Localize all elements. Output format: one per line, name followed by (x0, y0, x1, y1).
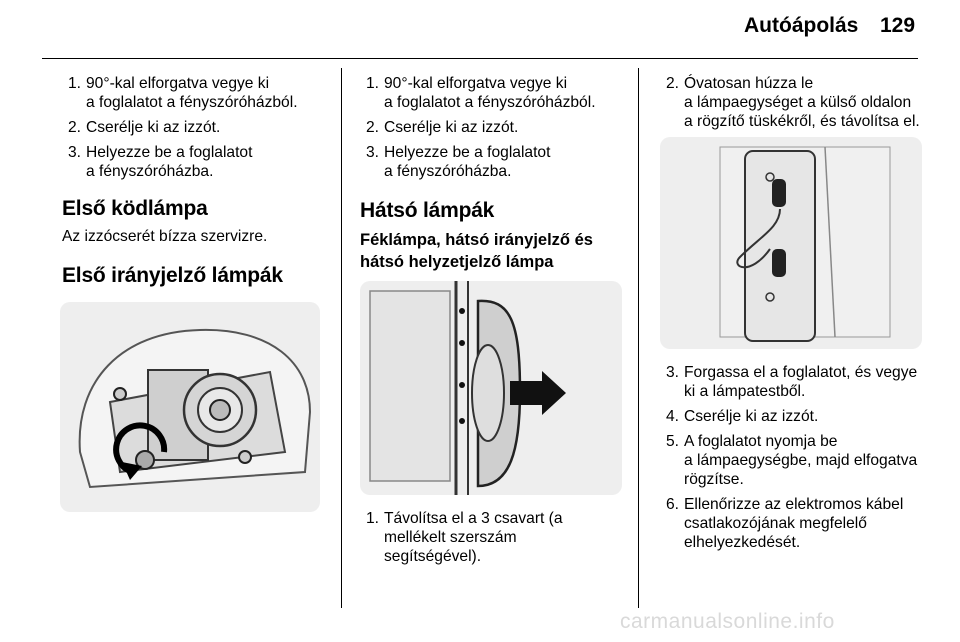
list-item (660, 363, 922, 401)
headlamp-illustration (60, 302, 320, 512)
step-number: 6. (666, 496, 680, 513)
list-item (360, 143, 624, 181)
step-list (660, 363, 922, 552)
column-divider-1 (341, 68, 342, 608)
list-item (62, 118, 326, 137)
rear-lamp-illustration (360, 281, 622, 495)
list-item (360, 509, 624, 566)
step-text: Ellenőrizze az elektromos kábel csatlakozójának megfelelő elhelyezkedését. (684, 496, 904, 551)
header-divider (42, 58, 918, 59)
step-number: 5. (666, 433, 680, 450)
step-text: 90°-kal elforgatva vegye ki a foglalatot a fényszóróházból. (86, 75, 298, 111)
list-item (360, 74, 624, 112)
list-item (660, 74, 922, 131)
step-number: 3. (68, 144, 82, 161)
watermark: carmanualsonline.info (620, 610, 835, 633)
step-number: 2. (366, 119, 380, 136)
column-1 (62, 74, 326, 512)
step-text: Cserélje ki az izzót. (684, 408, 819, 425)
list-item (360, 118, 624, 137)
page-header-title: Autóápolás (744, 14, 859, 37)
step-text: Helyezze be a foglalatot a fényszóróházba. (86, 144, 253, 180)
step-list (360, 509, 624, 566)
step-text: Forgassa el a foglalatot, és vegye ki a lámpatestből. (684, 364, 918, 400)
subheading-brake-lamps: Féklámpa, hátsó irányjelző és hátsó helyzetjelző lámpa (360, 231, 593, 271)
step-text: Távolítsa el a 3 csavart (a mellékelt szerszám segítségével). (384, 510, 563, 565)
step-list (360, 74, 624, 181)
step-number: 3. (666, 364, 680, 381)
section-heading-fog-lamp: Első ködlámpa (62, 197, 208, 220)
column-3 (660, 74, 922, 558)
step-text: Cserélje ki az izzót. (384, 119, 519, 136)
section-heading-front-indicator: Első irányjelző lámpák (62, 264, 283, 287)
step-number: 3. (366, 144, 380, 161)
step-text: Óvatosan húzza le a lámpaegységet a külső oldalon a rögzítő tüskékről, és távolítsa el. (684, 75, 920, 130)
lamp-unit-illustration (660, 137, 922, 349)
column-2 (360, 74, 624, 572)
step-number: 4. (666, 408, 680, 425)
step-list (62, 74, 326, 181)
page-number: 129 (880, 14, 916, 37)
step-number: 2. (68, 119, 82, 136)
fog-lamp-text: Az izzócserét bízza szervizre. (62, 228, 268, 245)
column-divider-2 (638, 68, 639, 608)
list-item (62, 143, 326, 181)
step-number: 1. (366, 510, 380, 527)
list-item (660, 407, 922, 426)
step-number: 1. (366, 75, 380, 92)
step-text: 90°-kal elforgatva vegye ki a foglalatot a fényszóróházból. (384, 75, 596, 111)
step-text: Helyezze be a foglalatot a fényszóróházba. (384, 144, 551, 180)
step-number: 2. (666, 75, 680, 92)
step-text: A foglalatot nyomja be a lámpaegységbe, majd elfogatva rögzítse. (684, 433, 918, 488)
list-item (660, 432, 922, 489)
step-number: 1. (68, 75, 82, 92)
list-item (62, 74, 326, 112)
section-heading-rear-lamps: Hátsó lámpák (360, 199, 495, 222)
step-list (660, 74, 922, 131)
list-item (660, 495, 922, 552)
step-text: Cserélje ki az izzót. (86, 119, 221, 136)
